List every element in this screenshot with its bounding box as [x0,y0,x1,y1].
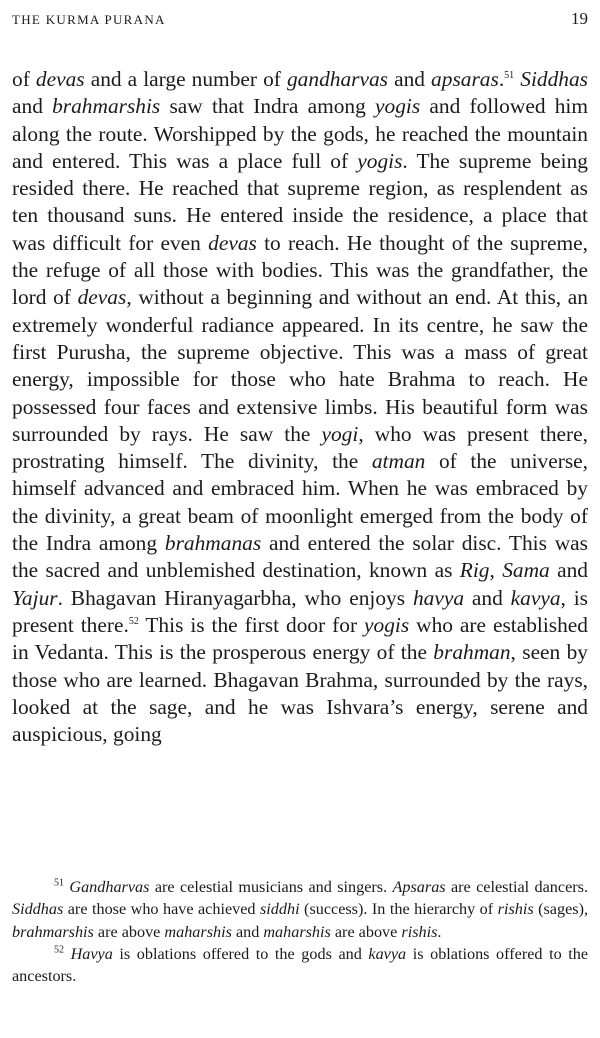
italic-term: kavya [368,944,407,963]
text-run: and a large number of [84,67,287,91]
italic-term: devas [35,67,85,91]
text-run: (success). In the hierarchy of [299,900,498,919]
text-run: , without a beginning and without an end. At this, an extremely wonderful radiance appeared. In its centre, he saw the first Purusha, the supreme objective. This was a mass of great energy, impossible for those who hate Brahma to reach. He possessed four faces and extensive limbs. His beautiful form was surrounded by rays. He saw the [12,285,588,446]
text-run: are above [330,922,402,941]
text-run: are celestial musicians and singers. [149,878,393,896]
italic-term: kavya [510,585,561,610]
italic-term: rishis [497,900,534,919]
footnote-number: 51 [54,877,64,889]
italic-term: devas [208,230,257,255]
footnote-52 [12,943,588,988]
italic-term: brahman [433,640,511,665]
text-run: of the universe, himself advanced and embraced him. When he was embraced by the divinity, a great beam of moonlight emerged from the body of the Indra among [12,449,588,556]
italic-term: yogis [357,148,403,173]
italic-term: brahmarshis [52,94,161,119]
text-run: . Bhagavan Hiranyagarbha, who enjoys [57,585,413,610]
text-run: (sages), [533,900,589,919]
running-head: THE KURMA PURANA [12,12,166,27]
italic-term: Apsaras [392,878,446,896]
footnote-reference: 51 [504,69,515,81]
text-run: . [437,922,442,941]
italic-term: maharshis [263,922,331,941]
text-run: and entered the solar disc. This was the sacred and unblemished destination, known as [12,531,589,583]
italic-term: maharshis [164,922,232,941]
italic-term: yogi [321,421,359,446]
footnote-number: 52 [54,944,64,956]
text-run: of [12,67,36,91]
text-run: and [464,585,511,610]
text-run: and [549,558,588,583]
italic-term: siddhi [260,900,300,919]
text-run: , is present there. [12,585,588,637]
text-run: saw that Indra among [160,94,376,119]
italic-term: devas [77,285,127,310]
italic-term: Gandharvas [69,878,150,896]
italic-term: brahmanas [164,531,262,556]
text-run: are celestial dancers. [445,878,588,896]
text-run: , who was present there, prostrating himself. The divinity, the [12,421,588,474]
italic-term: Havya [70,944,113,963]
italic-term: rishis [401,922,438,941]
italic-term: yogis [375,94,421,119]
text-run: and followed him along the route. Worshipped by the gods, he reached the mountain and entered. This was a place full of [12,94,588,173]
text-run: . [498,67,505,91]
footnote-51 [12,876,588,943]
text-run: and [231,922,264,941]
italic-term: apsaras [431,67,499,91]
footnotes [12,876,588,987]
text-run: , seen by those who are learned. Bhagavan Brahma, surrounded by the rays, looked at the sage, and he was Ishvara’s energy, serene and auspicious, going [12,640,588,747]
main-paragraph [12,66,588,748]
text-run: to reach. He thought of the supreme, the refuge of all those with bodies. This was the grandfather, the lord of [12,230,589,310]
italic-term: Yajur [12,585,58,610]
italic-term: brahmarshis [12,922,94,941]
text-run: are above [93,922,165,941]
italic-term: yogis [364,612,410,637]
main-text [12,66,588,748]
italic-term: havya [412,585,465,610]
text-run: , [489,558,503,583]
text-run: . The supreme being resided there. He reached that supreme region, as resplendent as ten thousand suns. He entered inside the residence, a place that was difficult for even [12,148,588,255]
text-run: This is the first door for [138,612,365,637]
text-run: who are established in Vedanta. This is the prosperous energy of the [12,612,588,665]
italic-term: Rig [459,558,490,583]
italic-term: Siddhas [12,900,64,919]
italic-term: Siddhas [520,67,588,91]
text-run: is oblations offered to the ancestors. [12,944,589,986]
text-run: and [388,67,432,91]
text-run: and [12,94,53,119]
italic-term: atman [371,449,426,474]
text-run: are those who have achieved [63,900,260,919]
italic-term: gandharvas [286,67,388,91]
footnote-reference: 52 [128,615,139,627]
italic-term: Sama [502,558,550,583]
page-number: 19 [571,9,588,28]
text-run: is oblations offered to the gods and [112,944,369,963]
